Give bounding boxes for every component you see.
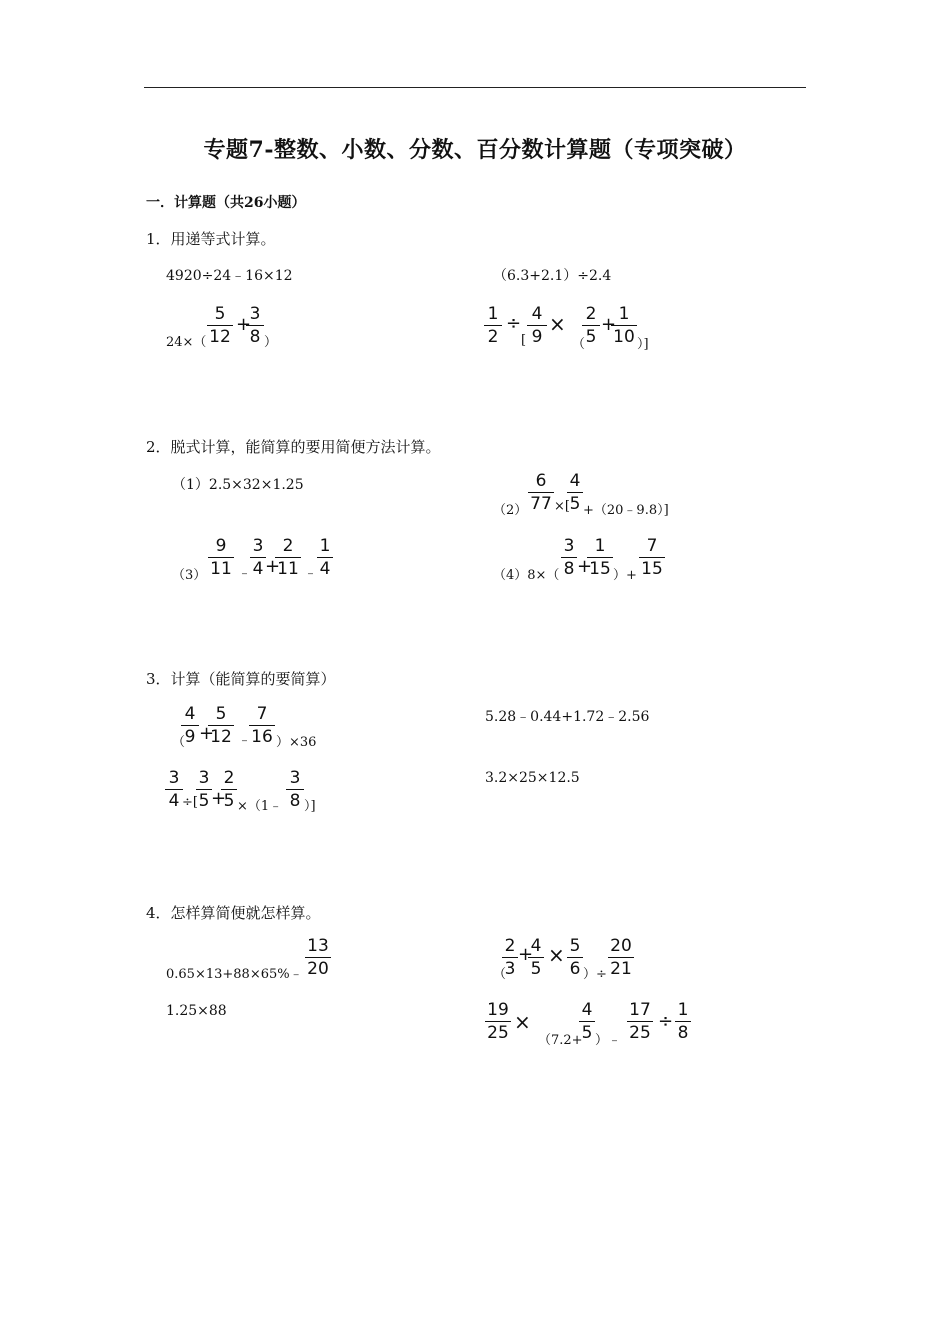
- q4-expr-c: 1.25×88: [166, 1003, 227, 1019]
- q3-c-div: ÷[: [182, 795, 198, 810]
- fraction: 6 77: [528, 471, 554, 514]
- q2-c-prefix: （3）: [172, 568, 207, 583]
- q4-d-mid: （7.2+: [538, 1033, 583, 1048]
- fraction: 2 3: [502, 936, 518, 979]
- fraction: 3 8: [561, 536, 577, 579]
- fraction: 3 4: [250, 536, 266, 579]
- question-2-stem: 2．脱式计算，能简算的要用简便方法计算。: [146, 438, 441, 456]
- plus-sign: +: [211, 788, 227, 809]
- paren-close: ）﹣: [595, 1033, 622, 1048]
- paren-close: ）×36: [276, 735, 317, 750]
- minus-sign: ﹣: [238, 566, 252, 581]
- fraction: 3 4: [165, 768, 183, 811]
- q2-b-prefix: （2）: [493, 503, 528, 518]
- question-1-stem: 1．用递等式计算。: [146, 230, 276, 248]
- fraction: 9 11: [208, 536, 234, 579]
- fraction: 7 15: [639, 536, 665, 579]
- fraction: 1 10: [611, 304, 637, 347]
- plus-sign: +: [265, 556, 281, 577]
- fraction: 17 25: [627, 1000, 653, 1043]
- paren: （: [172, 735, 186, 750]
- divide-sign: ÷: [658, 1011, 674, 1032]
- minus-sign: ﹣: [238, 733, 252, 748]
- q2-b-mid: ×[: [554, 499, 570, 514]
- fraction: 2 5: [582, 304, 600, 347]
- plus-sign: +: [577, 556, 593, 577]
- q3-expr-d: 3.2×25×12.5: [485, 770, 580, 786]
- fraction: 5 6: [567, 936, 583, 979]
- fraction: 2 5: [221, 768, 237, 811]
- fraction: 1 8: [675, 1000, 691, 1043]
- q4-a-prefix: 0.65×13+88×65%﹣: [166, 967, 303, 982]
- paren: （: [572, 337, 586, 352]
- plus-sign: +: [199, 723, 215, 744]
- fraction: 3 8: [286, 768, 304, 811]
- section-heading: 一．计算题（共26小题）: [146, 195, 306, 211]
- fraction: 4 9: [181, 704, 199, 747]
- fraction: 19 25: [485, 1000, 511, 1043]
- question-3-stem: 3．计算（能简算的要简算）: [146, 670, 336, 688]
- minus-sign: ﹣: [304, 566, 318, 581]
- header-rule: [144, 87, 806, 88]
- fraction: 3 8: [246, 304, 264, 347]
- q3-c-mid: ×（1﹣: [237, 799, 283, 814]
- divide-sign: ÷: [506, 313, 522, 334]
- fraction: 4 5: [528, 936, 544, 979]
- fraction: 4 5: [579, 1000, 595, 1043]
- fraction: 2 11: [275, 536, 301, 579]
- times-sign: ×: [514, 1010, 531, 1034]
- q1-expr-b: （6.3+2.1）÷2.4: [493, 268, 612, 284]
- q1-expr-a: 4920÷24﹣16×12: [166, 268, 293, 284]
- fraction: 1 4: [317, 536, 333, 579]
- paren-close: ）]: [304, 799, 316, 814]
- q2-d-prefix: （4）8×（: [493, 568, 560, 583]
- q1-c-prefix: 24×（: [166, 335, 207, 350]
- plus-sign: +: [236, 314, 252, 335]
- q3-expr-b: 5.28﹣0.44+1.72﹣2.56: [485, 709, 650, 725]
- plus-sign: +: [601, 314, 617, 335]
- question-4-stem: 4．怎样算简便就怎样算。: [146, 904, 321, 922]
- bracket: [: [521, 333, 527, 348]
- fraction: 3 5: [196, 768, 212, 811]
- paren-close: ）]: [637, 337, 649, 352]
- paren-close: ）÷: [583, 967, 607, 982]
- fraction: 5 12: [207, 304, 233, 347]
- q1-c-close: ）: [264, 335, 278, 350]
- plus-sign: +: [518, 944, 534, 965]
- times-sign: ×: [549, 312, 566, 336]
- times-sign: ×: [548, 943, 565, 967]
- q2-expr-a: （1）2.5×32×1.25: [172, 477, 304, 493]
- fraction: 4 9: [527, 304, 547, 347]
- page-title: 专题7-整数、小数、分数、百分数计算题（专项突破）: [203, 137, 747, 163]
- fraction: 5 12: [208, 704, 234, 747]
- q2-b-tail: +（20﹣9.8）]: [583, 503, 669, 518]
- paren: （: [493, 967, 507, 982]
- fraction: 1 2: [484, 304, 502, 347]
- fraction: 1 15: [587, 536, 613, 579]
- fraction: 20 21: [608, 936, 634, 979]
- paren-close: ）+: [613, 568, 637, 583]
- fraction: 7 16: [249, 704, 275, 747]
- fraction: 13 20: [305, 936, 331, 979]
- fraction: 4 5: [567, 471, 583, 514]
